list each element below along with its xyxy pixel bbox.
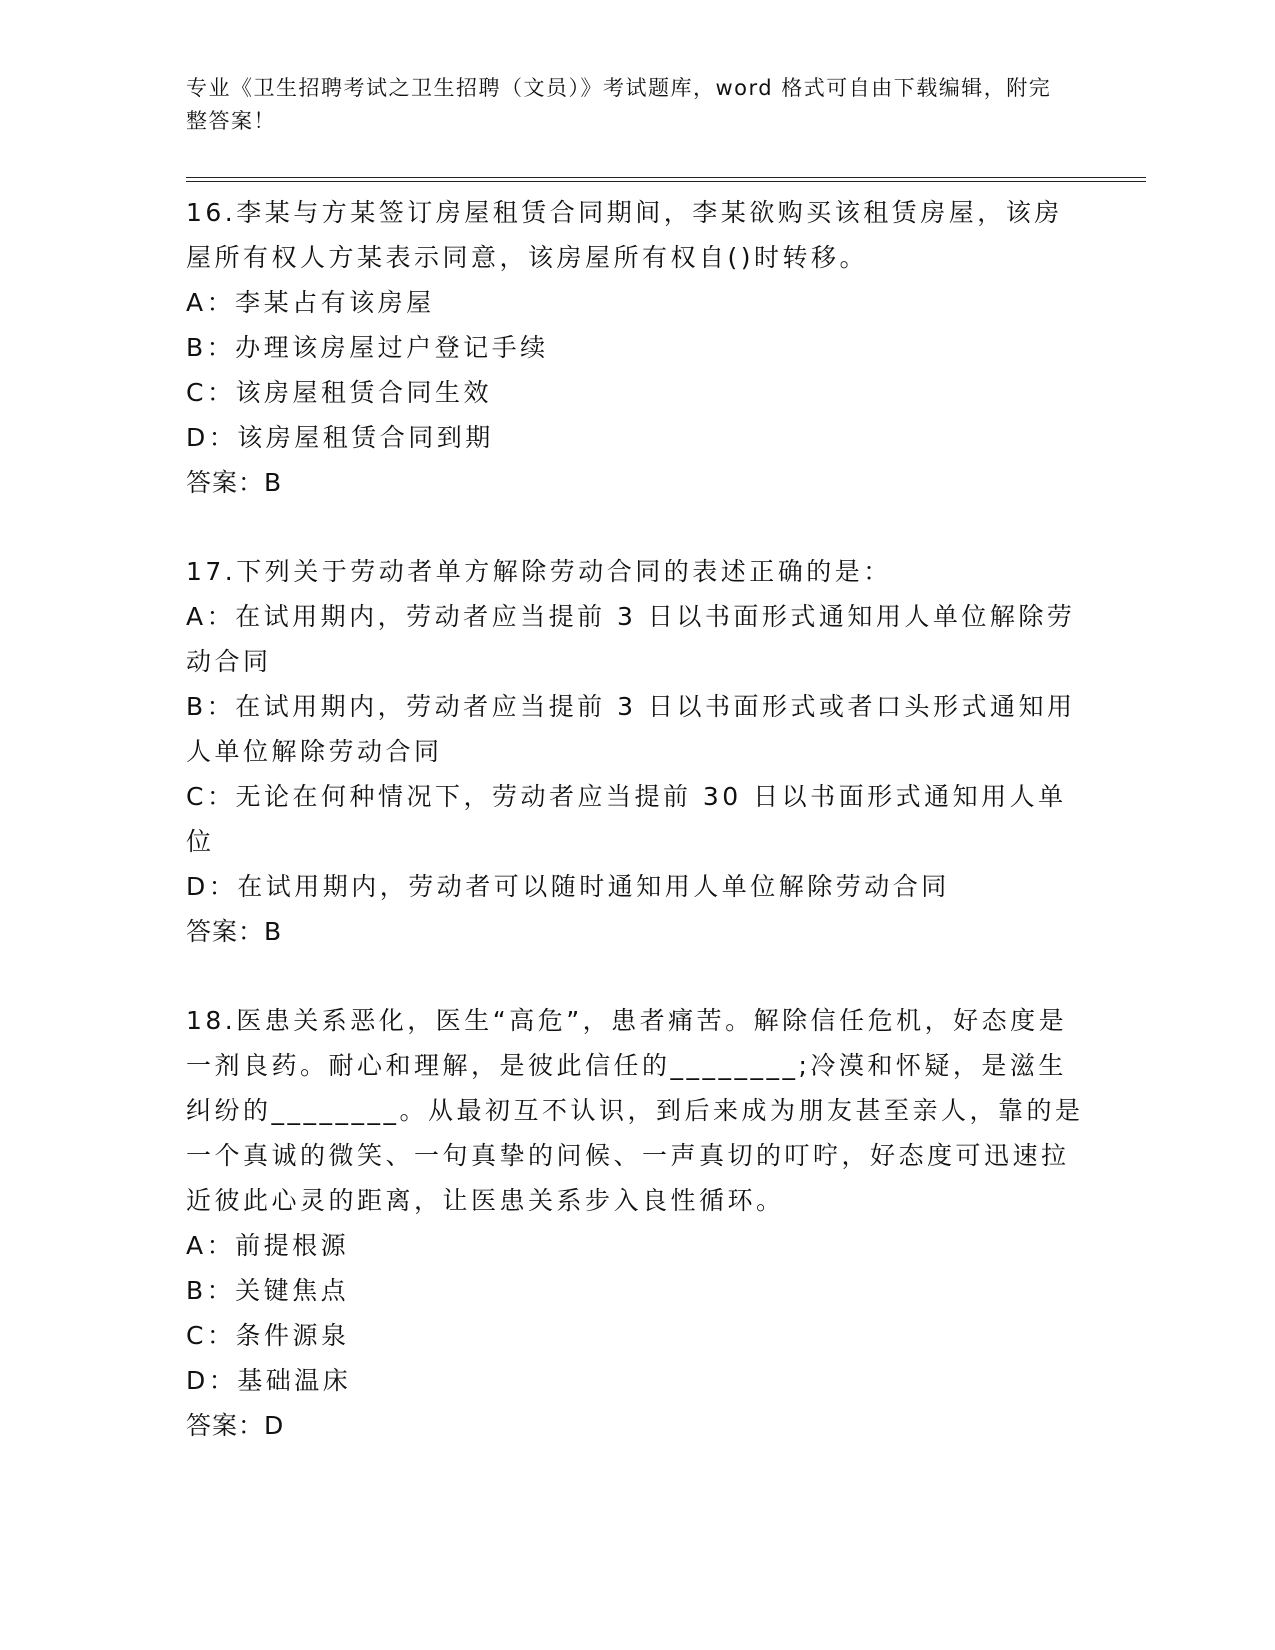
- question-18: [186, 998, 1086, 1448]
- question-16: [186, 190, 1086, 505]
- option-b: B：关键焦点: [186, 1276, 350, 1305]
- header-divider-top: [186, 177, 1146, 178]
- document-header: 专业《卫生招聘考试之卫生招聘（文员）》考试题库，word 格式可自由下载编辑，附完整答案！: [186, 76, 1052, 133]
- option-a: A：前提根源: [186, 1231, 350, 1260]
- question-stem: 18.医患关系恶化，医生“高危”，患者痛苦。解除信任危机，好态度是一剂良药。耐心和理解，是彼此信任的________;冷漠和怀疑，是滋生纠纷的________。从最初互不认识，到后来成为朋友甚至亲人，靠的是一个真诚的微笑、一句真挚的问候、一声真切的叮咛，好态度可迅速拉近彼此心灵的距离，让医患关系步入良性循环。: [186, 1006, 1084, 1215]
- option-a: A：李某占有该房屋: [186, 288, 435, 317]
- header-divider-bottom: [186, 181, 1146, 182]
- option-b: B：在试用期内，劳动者应当提前 3 日以书面形式或者口头形式通知用人单位解除劳动合同: [186, 692, 1076, 766]
- option-a: A：在试用期内，劳动者应当提前 3 日以书面形式通知用人单位解除劳动合同: [186, 602, 1076, 676]
- option-d: D：基础温床: [186, 1366, 352, 1395]
- option-b: B：办理该房屋过户登记手续: [186, 333, 549, 362]
- answer: 答案：B: [186, 917, 283, 946]
- question-stem: 16.李某与方某签订房屋租赁合同期间，李某欲购买该租赁房屋，该房屋所有权人方某表示同意，该房屋所有权自()时转移。: [186, 198, 1063, 272]
- question-stem: 17.下列关于劳动者单方解除劳动合同的表述正确的是：: [186, 557, 892, 586]
- answer: 答案：D: [186, 1411, 285, 1440]
- option-c: C：该房屋租赁合同生效: [186, 378, 492, 407]
- option-c: C：无论在何种情况下，劳动者应当提前 30 日以书面形式通知用人单位: [186, 782, 1067, 856]
- question-17: [186, 549, 1086, 954]
- question-list: [186, 190, 1086, 1492]
- option-c: C：条件源泉: [186, 1321, 350, 1350]
- answer: 答案：B: [186, 468, 283, 497]
- option-d: D：在试用期内，劳动者可以随时通知用人单位解除劳动合同: [186, 872, 950, 901]
- option-d: D：该房屋租赁合同到期: [186, 423, 494, 452]
